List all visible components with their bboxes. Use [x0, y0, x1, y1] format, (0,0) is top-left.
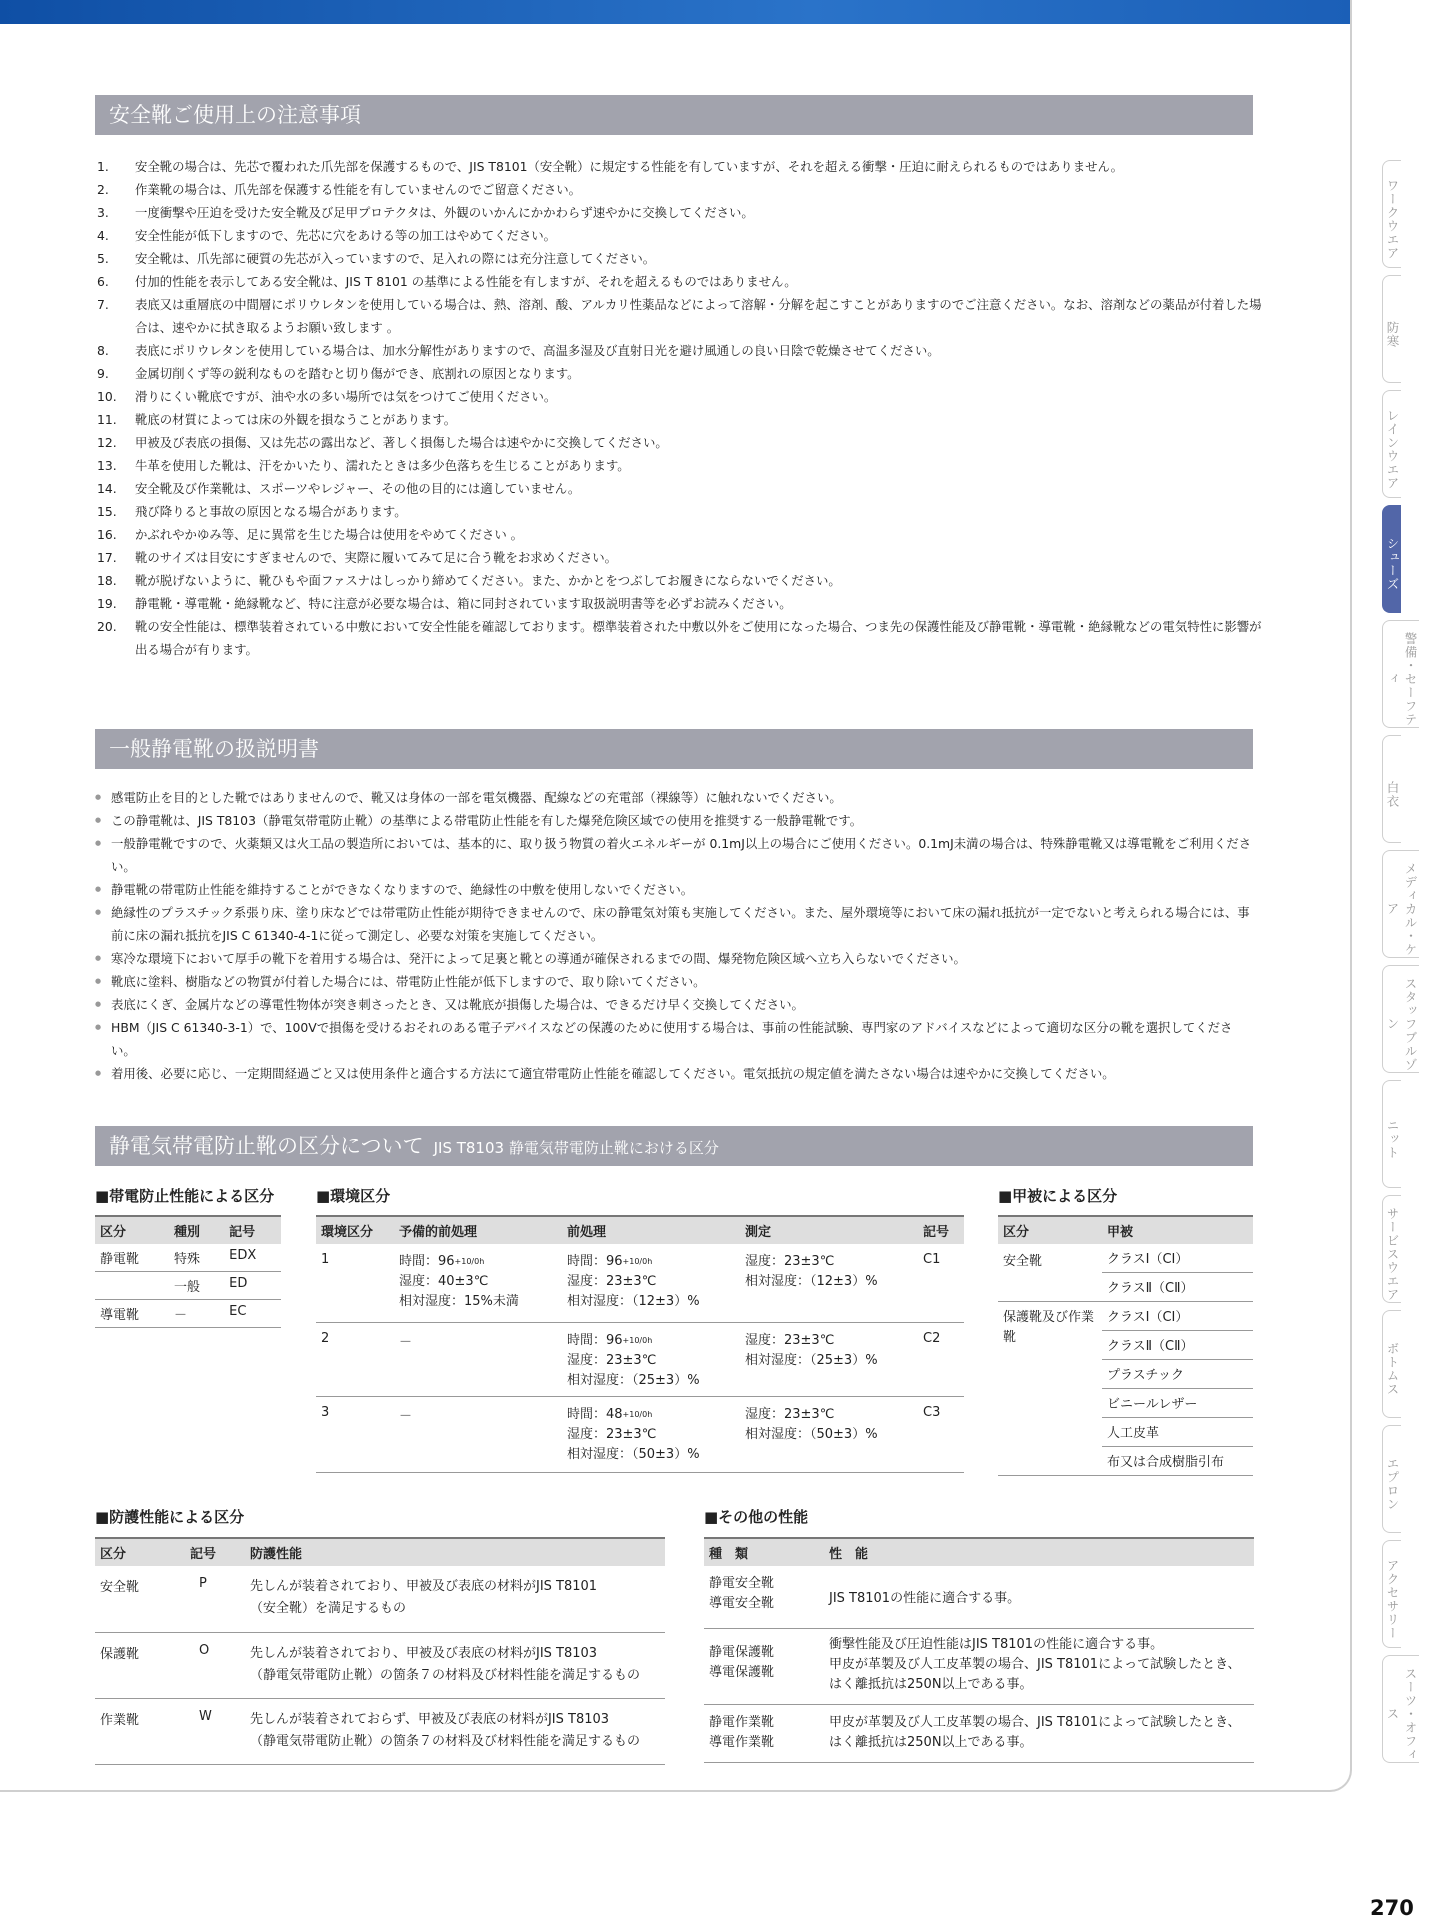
list-item: [95, 408, 1265, 431]
list-item-number: 4.: [97, 228, 109, 243]
list-item: [95, 431, 1265, 454]
list-item-text: 滑りにくい靴底ですが、油や水の多い場所では気をつけてご使用ください。: [135, 389, 557, 404]
list-item-text: 安全性能が低下しますので、先芯に穴をあける等の加工はやめてください。: [135, 228, 557, 243]
table-row: 静電保護靴 導電保護靴 衝撃性能及び圧迫性能はJIS T8101の性能に適合する事。 甲皮が革製及び人工皮革製の場合、JIS T8101によって試験したとき、 はく離抵抗は250N以上である事。: [704, 1628, 1254, 1704]
tab-category[interactable]: ボトムス: [1382, 1310, 1401, 1418]
list-item-number: 18.: [97, 573, 117, 588]
list-item-number: 7.: [97, 297, 109, 312]
list-item-text: 金属切削くず等の鋭利なものを踏むと切り傷ができ、底割れの原因となります。: [135, 366, 580, 381]
list-item-text: かぶれやかゆみ等、足に異常を生じた場合は使用をやめてください 。: [135, 527, 524, 542]
tab-category[interactable]: メディカル・ケア: [1382, 850, 1419, 958]
list-item-text: 甲被及び表底の損傷、又は先芯の露出など、著しく損傷した場合は速やかに交換してください。: [135, 435, 668, 450]
list-item: [95, 592, 1265, 615]
table-row: 布又は合成樹脂引布: [998, 1447, 1253, 1476]
upper-heading: ■甲被による区分: [998, 1187, 1118, 1205]
table-row: クラスⅡ（CⅡ）: [998, 1273, 1253, 1302]
tab-category[interactable]: サービスウエア: [1382, 1195, 1401, 1303]
list-item: [95, 615, 1265, 661]
list-item-number: 16.: [97, 527, 117, 542]
list-item-text: 静電靴・導電靴・絶縁靴など、特に注意が必要な場合は、箱に同封されています取扱説明書等を必ずお読みください。: [135, 596, 792, 611]
list-item-number: 15.: [97, 504, 117, 519]
table-row: 2 － 時間：$96^{+10/0h}$ 湿度：23±3℃ 相対湿度：（25±3）% 湿度：23±3℃ 相対湿度：（25±3）% C2: [316, 1322, 964, 1396]
list-item: [95, 454, 1265, 477]
table-row: 保護靴 O 先しんが装着されており、甲被及び表底の材料がJIS T8103 （静電気帯電防止靴）の箇条７の材料及び材料性能を満足するもの: [95, 1632, 665, 1698]
tab-category[interactable]: 防寒: [1382, 275, 1401, 383]
tab-category[interactable]: 白衣: [1382, 735, 1401, 843]
bullet-item: ● HBM（JIS C 61340-3-1）で、100Vで損傷を受けるおそれのある電子デバイスなどの保護のために使用する場合は、事前の性能試験、専門家のアドバイスなどによって適切な区分の靴を選択してください。: [95, 1016, 1255, 1062]
section-header-classification: 静電気帯電防止靴の区分について JIS T8103 静電気帯電防止靴における区分: [95, 1126, 1253, 1166]
list-item-number: 9.: [97, 366, 109, 381]
tab-category[interactable]: ニット: [1382, 1080, 1401, 1188]
list-item: [95, 339, 1265, 362]
list-item-number: 19.: [97, 596, 117, 611]
list-item-number: 2.: [97, 182, 109, 197]
environment-heading: ■環境区分: [316, 1187, 391, 1205]
list-item-text: 飛び降りると事故の原因となる場合があります。: [135, 504, 407, 519]
list-item-text: 表底又は重層底の中間層にポリウレタンを使用している場合は、熱、溶剤、酸、アルカリ性薬品などによって溶解・分解を起こすことがありますのでご注意ください。なお、溶剤などの薬品が付着した場合は、速やかに拭き取るようお願い致します 。: [135, 297, 1262, 335]
table-row: クラスⅡ（CⅡ）: [998, 1331, 1253, 1360]
list-item: [95, 546, 1265, 569]
bullet-item: ● 感電防止を目的とした靴ではありませんので、靴又は身体の一部を電気機器、配線などの充電部（裸線等）に触れないでください。: [95, 786, 1255, 809]
list-item: [95, 362, 1265, 385]
upper-material-table: 区分 甲被 安全靴 クラスⅠ（CⅠ） クラスⅡ（CⅡ） 保護靴及び作業靴 クラスⅠ（CⅠ） クラスⅡ（CⅡ） プラスチック ビニールレザー 人工皮革 布又は合成樹脂引布: [998, 1215, 1253, 1476]
list-item-text: 表底にポリウレタンを使用している場合は、加水分解性がありますので、高温多湿及び直射日光を避け風通しの良い日陰で乾燥させてください。: [135, 343, 940, 358]
table-row: 保護靴及び作業靴 クラスⅠ（CⅠ）: [998, 1302, 1253, 1331]
bullet-item: ● 一般静電靴ですので、火薬類又は火工品の製造所においては、基本的に、取り扱う物質の着火エネルギーが 0.1mJ以上の場合にご使用ください。0.1mJ未満の場合は、特殊静電靴又は導電靴をご利用ください。: [95, 832, 1255, 878]
tab-category[interactable]: スタッフブルゾン: [1382, 965, 1419, 1073]
list-item: [95, 385, 1265, 408]
table-row: 作業靴 W 先しんが装着されておらず、甲被及び表底の材料がJIS T8103 （静電気帯電防止靴）の箇条７の材料及び材料性能を満足するもの: [95, 1698, 665, 1764]
list-item: [95, 270, 1265, 293]
tab-category[interactable]: アクセサリー: [1382, 1540, 1401, 1648]
bullet-item: ● 静電靴の帯電防止性能を維持することができなくなりますので、絶縁性の中敷を使用しないでください。: [95, 878, 1255, 901]
list-item: [95, 178, 1265, 201]
table-row: 1 時間：$96^{+10/0h}$ 湿度：40±3℃ 相対湿度：15%未満 時間：$96^{+10/0h}$ 湿度：23±3℃ 相対湿度：（12±3）% 湿度：23±3℃ 相対湿度：（12±3）% C1: [316, 1244, 964, 1322]
other-heading: ■その他の性能: [704, 1508, 809, 1526]
list-item-number: 12.: [97, 435, 117, 450]
list-item: [95, 247, 1265, 270]
bullet-item: ● 着用後、必要に応じ、一定期間経過ごと又は使用条件と適合する方法にて適宜帯電防止性能を確認してください。電気抵抗の規定値を満たさない場合は速やかに交換してください。: [95, 1062, 1255, 1085]
other-performance-table: 種 類 性 能 静電安全靴 導電安全靴 JIS T8101の性能に適合する事。 静電保護靴 導電保護靴 衝撃性能及び圧迫性能はJIS T8101の性能に適合する事。 甲皮が革製及び人工皮革製の場合、JIS T8101によって試験したとき、 はく離抵抗は250N以上である事。 静電作業靴 導電作業靴 甲皮が革製及び人工皮革製の場合、JIS T8101によって試験したとき、 はく離抵抗は250N以上である事。: [704, 1537, 1254, 1763]
environment-table: 環境区分 予備的前処理 前処理 測定 記号 1 時間：$96^{+10/0h}$ 湿度：40±3℃ 相対湿度：15%未満 時間：$96^{+10/0h}$ 湿度：23±3℃ 相対湿度：（12±3）% 湿度：23±3℃ 相対湿度：（12±3）% C1 2 － 時間：$96^{+10/0h}$ 湿度：23±3℃ 相対湿度：（25±3）% 湿度：23±3℃ 相対湿度：（25±3）% C2 3 － 時間：$48^{+10/0h}$ 湿度：23±3℃ 相対湿度：（50±3）% 湿度：23±3℃ 相対湿度：（50±3）% C3: [316, 1215, 964, 1473]
table-row: 静電靴 特殊 EDX: [95, 1244, 281, 1272]
table-row: 3 － 時間：$48^{+10/0h}$ 湿度：23±3℃ 相対湿度：（50±3）% 湿度：23±3℃ 相対湿度：（50±3）% C3: [316, 1396, 964, 1472]
table-row: 安全靴 クラスⅠ（CⅠ）: [998, 1244, 1253, 1273]
bullet-item: ● 絶縁性のプラスチック系張り床、塗り床などでは帯電防止性能が期待できませんので、床の静電気対策も実施してください。また、屋外環境等において床の漏れ抵抗が一定でないと考えられる場合には、事前に床の漏れ抵抗をJIS C 61340-4-1に従って測定し、必要な対策を実施してください。: [95, 901, 1255, 947]
list-item-number: 20.: [97, 619, 117, 634]
protection-table: 区分 記号 防護性能 安全靴 P 先しんが装着されており、甲被及び表底の材料がJIS T8101 （安全靴）を満足するもの 保護靴 O 先しんが装着されており、甲被及び表底の材料がJIS T8103 （静電気帯電防止靴）の箇条７の材料及び材料性能を満足するもの 作業靴 W 先しんが装着されておらず、甲被及び表底の材料がJIS T8103 （静電気帯電防止靴）の箇条７の材料及び材料性能を満足するもの: [95, 1537, 665, 1765]
bullet-item: ● 靴底に塗料、樹脂などの物質が付着した場合には、帯電防止性能が低下しますので、取り除いてください。: [95, 970, 1255, 993]
list-item-number: 3.: [97, 205, 109, 220]
table-row: 一般 ED: [95, 1272, 281, 1300]
antistatic-heading: ■帯電防止性能による区分: [95, 1187, 275, 1205]
tab-category[interactable]: スーツ・オフィス: [1382, 1655, 1419, 1763]
category-tabs: [1382, 160, 1440, 1770]
list-item: [95, 201, 1265, 224]
list-item: [95, 523, 1265, 546]
static-shoes-list: [95, 786, 1255, 1085]
protection-heading: ■防護性能による区分: [95, 1508, 245, 1526]
list-item-number: 8.: [97, 343, 109, 358]
table-row: 安全靴 P 先しんが装着されており、甲被及び表底の材料がJIS T8101 （安全靴）を満足するもの: [95, 1566, 665, 1632]
list-item-number: 1.: [97, 159, 109, 174]
list-item-text: 安全靴及び作業靴は、スポーツやレジャー、その他の目的には適していません。: [135, 481, 581, 496]
table-row: 人工皮革: [998, 1418, 1253, 1447]
list-item-text: 靴の安全性能は、標準装着されている中敷において安全性能を確認しております。標準装着された中敷以外をご使用になった場合、つま先の保護性能及び静電靴・導電靴・絶縁靴などの電気特性に影響が出る場合が有ります。: [135, 619, 1262, 657]
antistatic-table: 区分 種別 記号 静電靴 特殊 EDX 一般 ED 導電靴 － EC: [95, 1215, 281, 1328]
section-header-safety-notes: 安全靴ご使用上の注意事項: [95, 95, 1253, 135]
tab-category[interactable]: ワークウエア: [1382, 160, 1401, 268]
list-item-number: 6.: [97, 274, 109, 289]
list-item-number: 10.: [97, 389, 117, 404]
list-item: [95, 293, 1265, 339]
table-row: 導電靴 － EC: [95, 1300, 281, 1328]
list-item-text: 安全靴の場合は、先芯で覆われた爪先部を保護するもので、JIS T8101（安全靴）に規定する性能を有していますが、それを超える衝撃・圧迫に耐えられるものではありません。: [135, 159, 1124, 174]
list-item-number: 14.: [97, 481, 117, 496]
safety-notes-list: [95, 155, 1265, 661]
list-item-text: 靴が脱げないように、靴ひもや面ファスナはしっかり締めてください。また、かかとをつぶしてお履きにならないでください。: [135, 573, 841, 588]
tab-category[interactable]: エプロン: [1382, 1425, 1401, 1533]
list-item: [95, 224, 1265, 247]
list-item-text: 安全靴は、爪先部に硬質の先芯が入っていますので、足入れの際には充分注意してください。: [135, 251, 656, 266]
list-item-number: 13.: [97, 458, 117, 473]
list-item-number: 5.: [97, 251, 109, 266]
list-item-text: 付加的性能を表示してある安全靴は、JIS T 8101 の基準による性能を有しますが、それを超えるものではありません。: [135, 274, 797, 289]
list-item-number: 17.: [97, 550, 117, 565]
tab-category[interactable]: 警備・セーフティ: [1382, 620, 1419, 728]
list-item-text: 靴底の材質によっては床の外観を損なうことがあります。: [135, 412, 457, 427]
table-row: 静電作業靴 導電作業靴 甲皮が革製及び人工皮革製の場合、JIS T8101によって試験したとき、 はく離抵抗は250N以上である事。: [704, 1704, 1254, 1762]
list-item-text: 作業靴の場合は、爪先部を保護する性能を有していませんのでご留意ください。: [135, 182, 582, 197]
bullet-item: ● この静電靴は、JIS T8103（静電気帯電防止靴）の基準による帯電防止性能を有した爆発危険区域での使用を推奨する一般静電靴です。: [95, 809, 1255, 832]
tab-category[interactable]: シューズ: [1382, 505, 1401, 613]
table-row: プラスチック: [998, 1360, 1253, 1389]
bullet-item: ● 表底にくぎ、金属片などの導電性物体が突き刺さったとき、又は靴底が損傷した場合は、できるだけ早く交換してください。: [95, 993, 1255, 1016]
list-item: [95, 500, 1265, 523]
section-header-static-shoes: 一般静電靴の扱説明書: [95, 729, 1253, 769]
page-number: 270: [1370, 1896, 1414, 1920]
table-row: 静電安全靴 導電安全靴 JIS T8101の性能に適合する事。: [704, 1566, 1254, 1628]
list-item: [95, 477, 1265, 500]
list-item: [95, 569, 1265, 592]
list-item-text: 牛革を使用した靴は、汗をかいたり、濡れたときは多少色落ちを生じることがあります。: [135, 458, 630, 473]
tab-category[interactable]: レインウエア: [1382, 390, 1401, 498]
list-item: [95, 155, 1265, 178]
list-item-text: 靴のサイズは目安にすぎませんので、実際に履いてみて足に合う靴をお求めください。: [135, 550, 617, 565]
list-item-text: 一度衝撃や圧迫を受けた安全靴及び足甲プロテクタは、外観のいかんにかかわらず速やかに交換してください。: [135, 205, 754, 220]
table-row: ビニールレザー: [998, 1389, 1253, 1418]
bullet-item: ● 寒冷な環境下において厚手の靴下を着用する場合は、発汗によって足裏と靴との導通が確保されるまでの間、爆発物危険区域へ立ち入らないでください。: [95, 947, 1255, 970]
list-item-number: 11.: [97, 412, 117, 427]
